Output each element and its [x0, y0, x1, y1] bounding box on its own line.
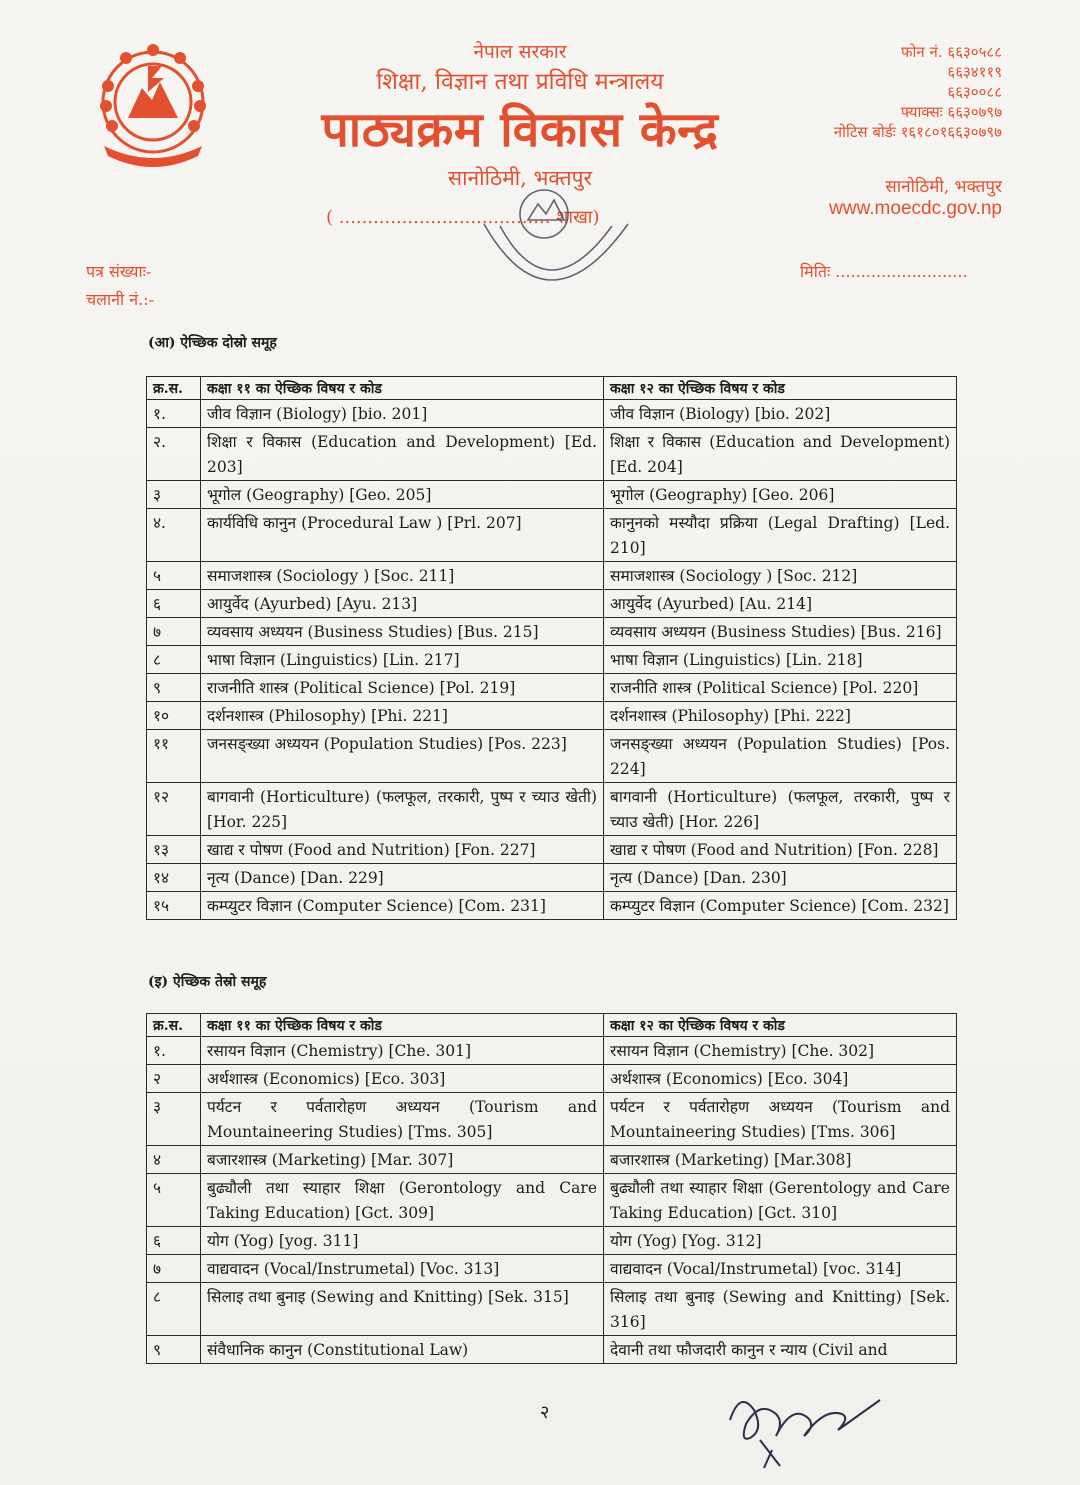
website-link[interactable]: www.moecdc.gov.np	[829, 198, 1002, 219]
table-row	[147, 730, 957, 783]
table-row	[147, 783, 957, 836]
table-row	[147, 1093, 957, 1146]
phone-line-2: ६६३४११९	[947, 63, 1002, 81]
table-row	[147, 481, 957, 509]
class12-cell: कम्प्युटर विज्ञान (Computer Science) [Com. 232]	[604, 892, 957, 920]
class12-cell: कक्षा १२ का ऐच्छिक विषय र कोड	[604, 377, 957, 400]
class11-cell: व्यवसाय अध्ययन (Business Studies) [Bus. 215]	[201, 618, 604, 646]
class11-cell: आयुर्वेद (Ayurbed) [Ayu. 213]	[201, 590, 604, 618]
branch-line: ( ..................................... शाखा)	[326, 207, 600, 228]
dispatch-number: चलानी नं.:-	[86, 290, 155, 309]
page-number: २	[540, 1402, 550, 1423]
table-row	[147, 646, 957, 674]
table-row	[147, 864, 957, 892]
serial-cell: २.	[147, 428, 201, 481]
class12-cell: बागवानी (Horticulture) (फलफूल, तरकारी, पुष्प र च्याउ खेती) [Hor. 226]	[604, 783, 957, 836]
class12-cell: योग (Yog) [Yog. 312]	[604, 1227, 957, 1255]
contact-block	[834, 42, 1002, 142]
serial-cell: १३	[147, 836, 201, 864]
class11-cell: भाषा विज्ञान (Linguistics) [Lin. 217]	[201, 646, 604, 674]
table-row	[147, 1255, 957, 1283]
class12-cell: पर्यटन र पर्वतारोहण अध्ययन (Tourism and Mountaineering Studies) [Tms. 306]	[604, 1093, 957, 1146]
class12-cell: अर्थशास्त्र (Economics) [Eco. 304]	[604, 1065, 957, 1093]
class11-cell: खाद्य र पोषण (Food and Nutrition) [Fon. 227]	[201, 836, 604, 864]
class12-cell: व्यवसाय अध्ययन (Business Studies) [Bus. 216]	[604, 618, 957, 646]
serial-cell: १०	[147, 702, 201, 730]
class11-cell: बागवानी (Horticulture) (फलफूल, तरकारी, पुष्प र च्याउ खेती) [Hor. 225]	[201, 783, 604, 836]
office-name: पाठ्यक्रम विकास केन्द्र	[321, 102, 719, 158]
table-row	[147, 674, 957, 702]
group3-title: (इ) ऐच्छिक तेस्रो समूह	[148, 974, 267, 990]
table-row	[147, 1227, 957, 1255]
class12-cell: देवानी तथा फौजदारी कानुन र न्याय (Civil and	[604, 1336, 957, 1364]
serial-cell: १.	[147, 400, 201, 428]
office-seal-stamp	[478, 186, 638, 326]
class12-cell: बजारशास्त्र (Marketing) [Mar.308]	[604, 1146, 957, 1174]
class11-cell: योग (Yog) [yog. 311]	[201, 1227, 604, 1255]
class11-cell: पर्यटन र पर्वतारोहण अध्ययन (Tourism and Mountaineering Studies) [Tms. 305]	[201, 1093, 604, 1146]
address-line: सानोठिमी, भक्तपुर	[885, 177, 1002, 197]
class11-cell: जीव विज्ञान (Biology) [bio. 201]	[201, 400, 604, 428]
table-header-row	[147, 1014, 957, 1037]
class11-cell: अर्थशास्त्र (Economics) [Eco. 303]	[201, 1065, 604, 1093]
reference-number: पत्र संख्याः-	[86, 262, 152, 281]
class11-cell: बुढ्यौली तथा स्याहार शिक्षा (Gerontology and Care Taking Education) [Gct. 309]	[201, 1174, 604, 1227]
class11-cell: कार्यविधि कानुन (Procedural Law ) [Prl. 207]	[201, 509, 604, 562]
office-place: सानोठिमी, भक्तपुर	[447, 166, 593, 190]
table-row	[147, 618, 957, 646]
phone-line-3: ६६३००८८	[947, 83, 1002, 101]
class11-cell: भूगोल (Geography) [Geo. 205]	[201, 481, 604, 509]
group2-table	[146, 376, 957, 920]
class12-cell: कानुनको मस्यौदा प्रक्रिया (Legal Drafting) [Led. 210]	[604, 509, 957, 562]
class11-cell: नृत्य (Dance) [Dan. 229]	[201, 864, 604, 892]
serial-cell: ५	[147, 562, 201, 590]
serial-cell: क्र.स.	[147, 1014, 201, 1037]
table-row	[147, 562, 957, 590]
serial-cell: ९	[147, 674, 201, 702]
class12-cell: भाषा विज्ञान (Linguistics) [Lin. 218]	[604, 646, 957, 674]
serial-cell: १५	[147, 892, 201, 920]
class11-cell: कक्षा ११ का ऐच्छिक विषय र कोड	[201, 1014, 604, 1037]
class11-cell: समाजशास्त्र (Sociology ) [Soc. 211]	[201, 562, 604, 590]
fax-line: फ्याक्सः ६६३०७९७	[900, 103, 1002, 121]
class11-cell: रसायन विज्ञान (Chemistry) [Che. 301]	[201, 1037, 604, 1065]
class12-cell: राजनीति शास्त्र (Political Science) [Pol. 220]	[604, 674, 957, 702]
class11-cell: सिलाइ तथा बुनाइ (Sewing and Knitting) [Sek. 315]	[201, 1283, 604, 1336]
table-header-row	[147, 377, 957, 400]
serial-cell: ८	[147, 646, 201, 674]
date-field: मितिः ..........................	[800, 262, 968, 281]
signature	[720, 1380, 890, 1470]
serial-cell: ५	[147, 1174, 201, 1227]
table-row	[147, 590, 957, 618]
serial-cell: १४	[147, 864, 201, 892]
serial-cell: ४	[147, 1146, 201, 1174]
class12-cell: रसायन विज्ञान (Chemistry) [Che. 302]	[604, 1037, 957, 1065]
serial-cell: २	[147, 1065, 201, 1093]
government-name: नेपाल सरकार	[473, 41, 567, 63]
serial-cell: ३	[147, 1093, 201, 1146]
serial-cell: ११	[147, 730, 201, 783]
table-row	[147, 1037, 957, 1065]
class12-cell: शिक्षा र विकास (Education and Development) [Ed. 204]	[604, 428, 957, 481]
notice-board-line: नोटिस बोर्डः १६१८०१६६३०७९७	[833, 123, 1002, 141]
class11-cell: कक्षा ११ का ऐच्छिक विषय र कोड	[201, 377, 604, 400]
table-row	[147, 1174, 957, 1227]
serial-cell: क्र.स.	[147, 377, 201, 400]
serial-cell: ७	[147, 618, 201, 646]
class11-cell: बजारशास्त्र (Marketing) [Mar. 307]	[201, 1146, 604, 1174]
serial-cell: ४.	[147, 509, 201, 562]
serial-cell: ९	[147, 1336, 201, 1364]
group3-table	[146, 1013, 957, 1364]
phone-line-1: फोन नं. ६६३०५८८	[900, 43, 1002, 61]
table-row	[147, 428, 957, 481]
class11-cell: दर्शनशास्त्र (Philosophy) [Phi. 221]	[201, 702, 604, 730]
class12-cell: कक्षा १२ का ऐच्छिक विषय र कोड	[604, 1014, 957, 1037]
table-row	[147, 1065, 957, 1093]
class12-cell: दर्शनशास्त्र (Philosophy) [Phi. 222]	[604, 702, 957, 730]
class12-cell: आयुर्वेद (Ayurbed) [Au. 214]	[604, 590, 957, 618]
serial-cell: १.	[147, 1037, 201, 1065]
serial-cell: १२	[147, 783, 201, 836]
class11-cell: शिक्षा र विकास (Education and Development) [Ed. 203]	[201, 428, 604, 481]
class11-cell: राजनीति शास्त्र (Political Science) [Pol. 219]	[201, 674, 604, 702]
class12-cell: समाजशास्त्र (Sociology ) [Soc. 212]	[604, 562, 957, 590]
serial-cell: ७	[147, 1255, 201, 1283]
table-row	[147, 1146, 957, 1174]
class12-cell: वाद्यवादन (Vocal/Instrumetal) [voc. 314]	[604, 1255, 957, 1283]
table-row	[147, 400, 957, 428]
table-row	[147, 1336, 957, 1364]
table-row	[147, 1283, 957, 1336]
serial-cell: ६	[147, 1227, 201, 1255]
serial-cell: ६	[147, 590, 201, 618]
table-row	[147, 892, 957, 920]
table-row	[147, 509, 957, 562]
class12-cell: खाद्य र पोषण (Food and Nutrition) [Fon. 228]	[604, 836, 957, 864]
ministry-name: शिक्षा, विज्ञान तथा प्रविधि मन्त्रालय	[376, 69, 664, 95]
table-row	[147, 702, 957, 730]
group2-title: (आ) ऐच्छिक दोस्रो समूह	[148, 335, 277, 351]
class11-cell: कम्प्युटर विज्ञान (Computer Science) [Com. 231]	[201, 892, 604, 920]
class11-cell: वाद्यवादन (Vocal/Instrumetal) [Voc. 313]	[201, 1255, 604, 1283]
class12-cell: सिलाइ तथा बुनाइ (Sewing and Knitting) [Sek. 316]	[604, 1283, 957, 1336]
class12-cell: भूगोल (Geography) [Geo. 206]	[604, 481, 957, 509]
class11-cell: जनसङ्ख्या अध्ययन (Population Studies) [Pos. 223]	[201, 730, 604, 783]
class12-cell: जीव विज्ञान (Biology) [bio. 202]	[604, 400, 957, 428]
nepal-emblem-logo	[86, 38, 220, 172]
class11-cell: संवैधानिक कानुन (Constitutional Law)	[201, 1336, 604, 1364]
serial-cell: ८	[147, 1283, 201, 1336]
class12-cell: जनसङ्ख्या अध्ययन (Population Studies) [Pos. 224]	[604, 730, 957, 783]
class12-cell: बुढ्यौली तथा स्याहार शिक्षा (Gerentology and Care Taking Education) [Gct. 310]	[604, 1174, 957, 1227]
table-row	[147, 836, 957, 864]
class12-cell: नृत्य (Dance) [Dan. 230]	[604, 864, 957, 892]
serial-cell: ३	[147, 481, 201, 509]
